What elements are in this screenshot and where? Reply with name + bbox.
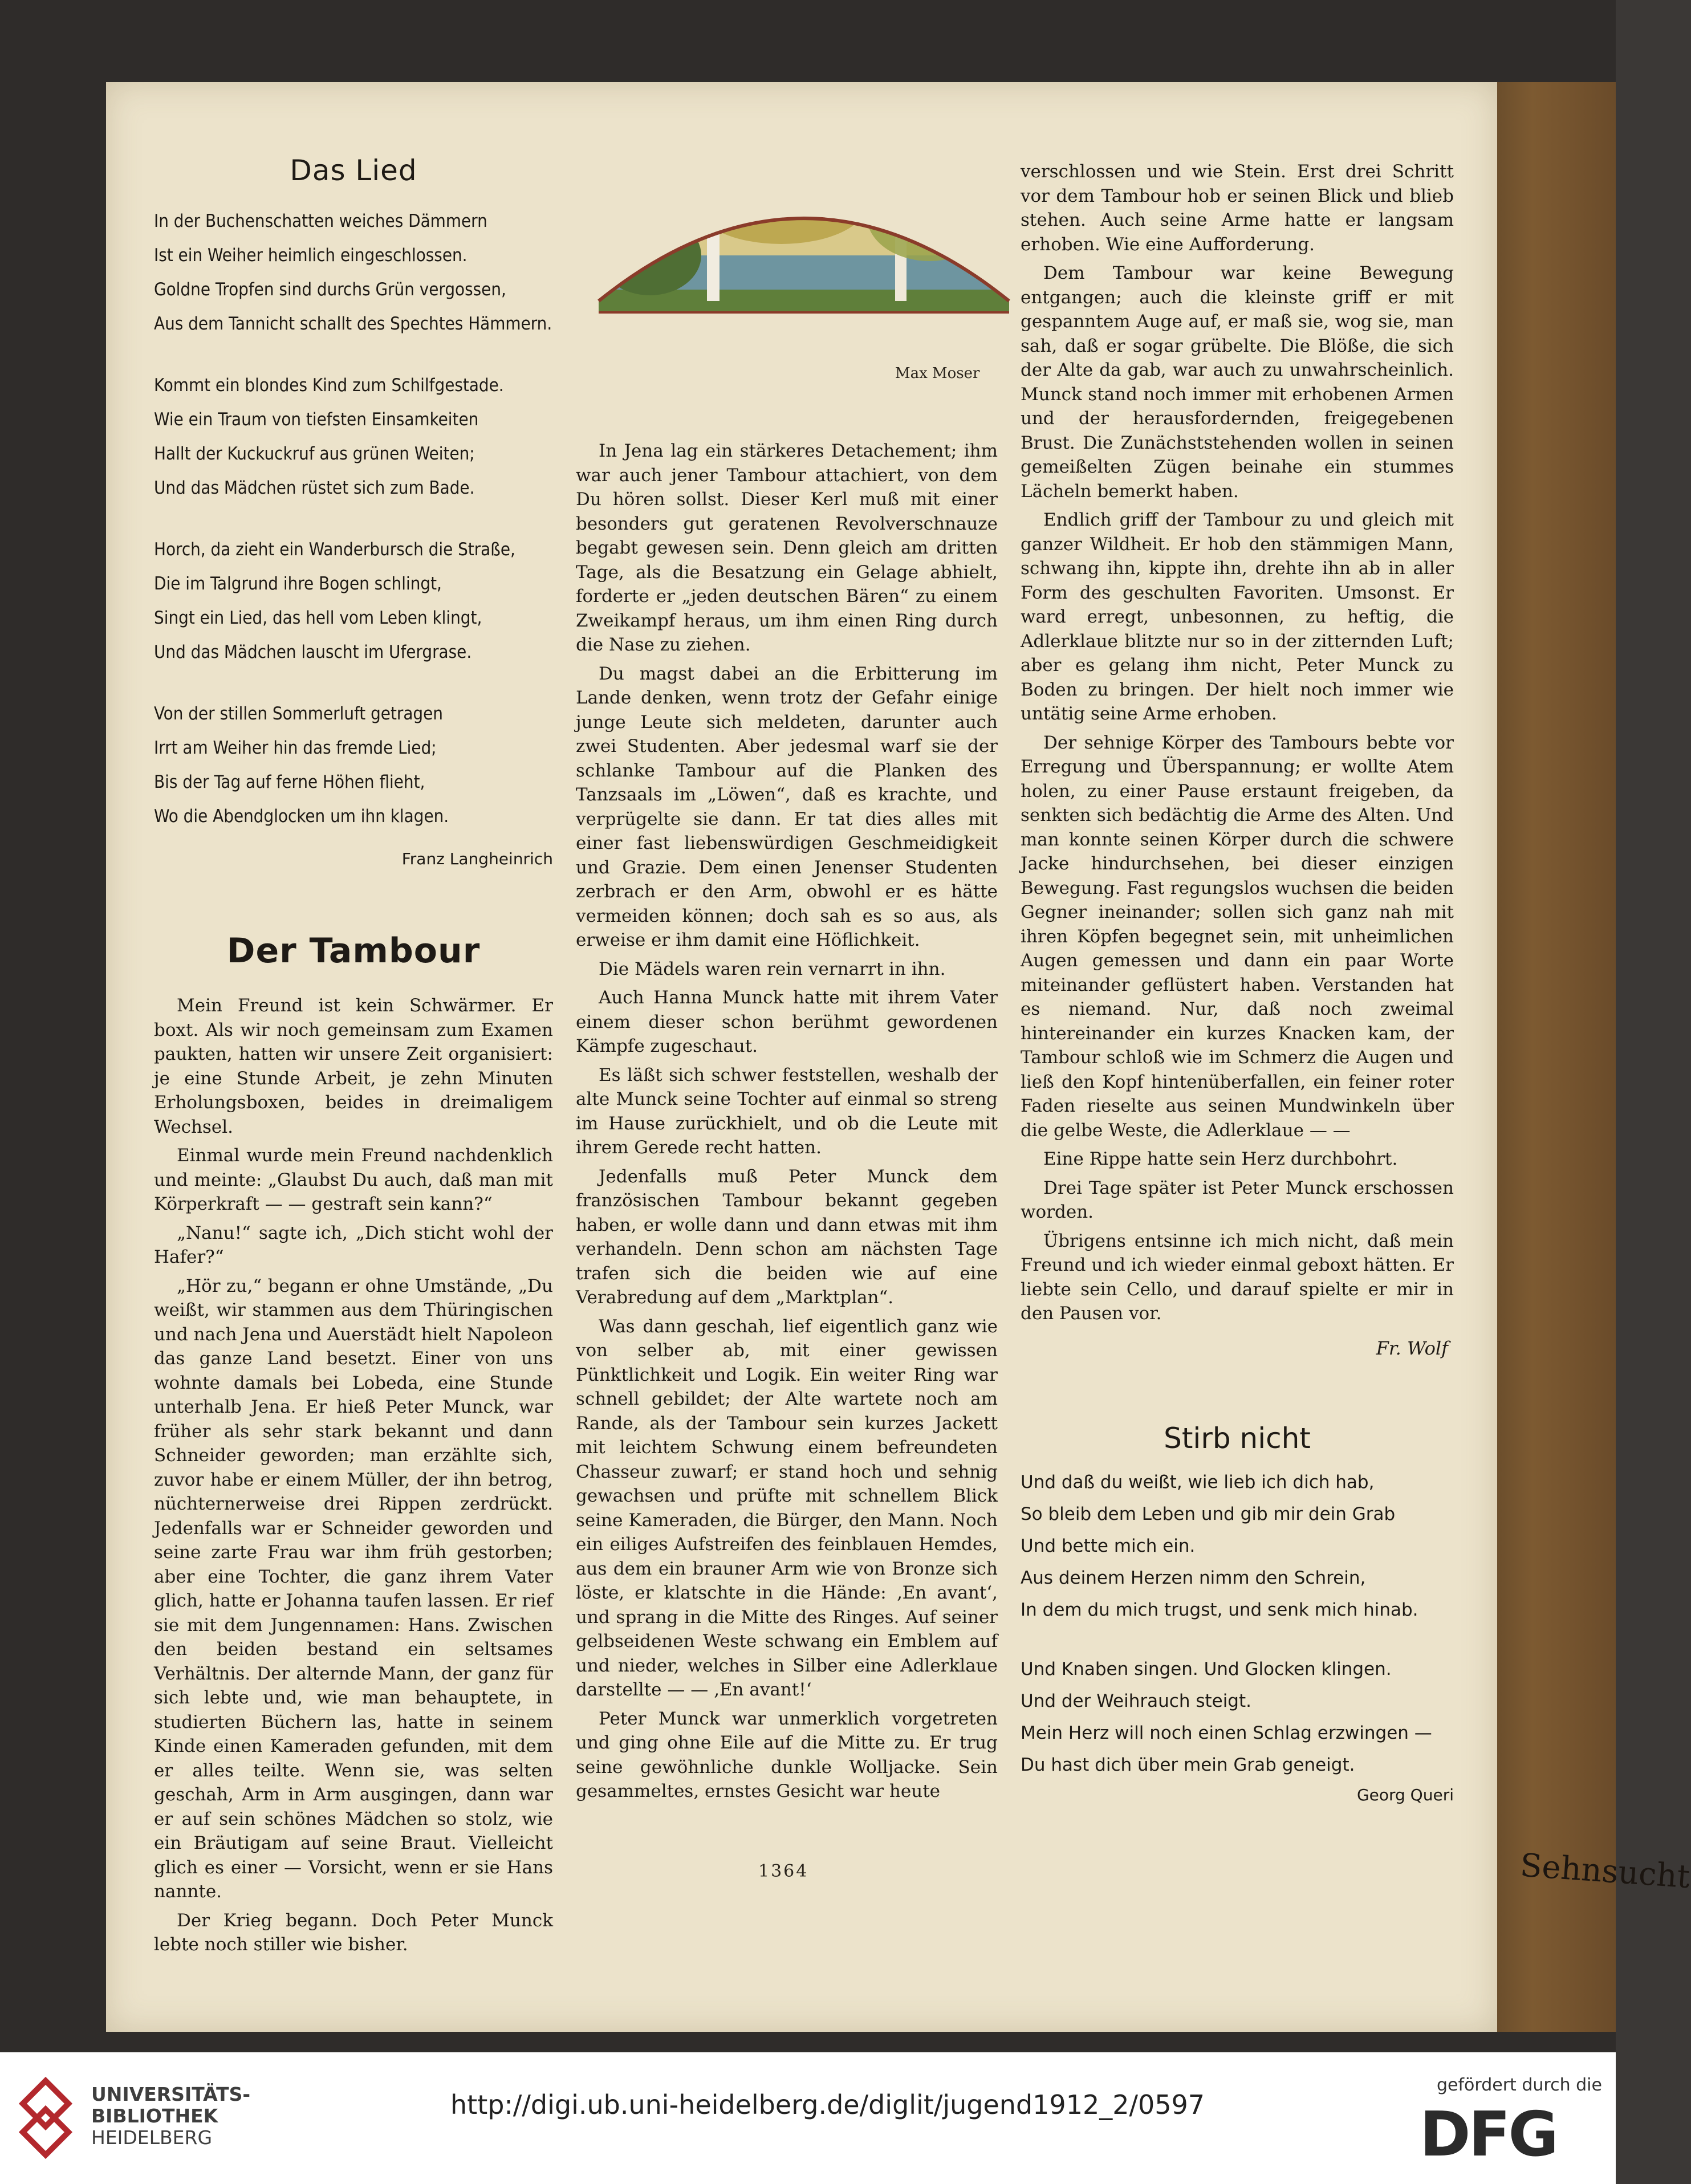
- poem-line: Du hast dich über mein Grab geneigt.: [1021, 1754, 1355, 1775]
- poem-body: [154, 204, 553, 833]
- column-middle: [576, 439, 998, 1808]
- paragraph: Dem Tambour war keine Bewegung entgangen; auch die kleinste griff er mit gespanntem Auge auf, er maß sie, wog sie, man sah, daß er sogar grübelte. Die Blöße, die sich der Alte da gab, war auch zu unwahrscheinlich. Munck stand noch immer mit erhobenen Armen und der herausfordernden, freigegebenen Brust. Die Zunächststehenden wollen in seinen gemeißelten Zügen beinahe ein stummes Lächeln bemerkt haben.: [1021, 263, 1454, 502]
- poem-line: In der Buchenschatten weiches Dämmern: [154, 211, 487, 231]
- story-author: Fr. Wolf: [1376, 1337, 1448, 1359]
- paragraph: Übrigens entsinne ich mich nicht, daß mein Freund und ich wieder einmal geboxt hätten. Er liebte sein Cello, und darauf spielte er mir in den Pausen vor.: [1021, 1230, 1454, 1324]
- library-name[interactable]: [91, 2084, 250, 2149]
- poem-author: Georg Queri: [1356, 1785, 1454, 1804]
- facing-page-edge: [1497, 82, 1616, 2032]
- paragraph: Auch Hanna Munck hatte mit ihrem Vater einem dieser schon berühmt gewordenen Kämpfe zugeschaut.: [576, 987, 998, 1056]
- library-name-line: HEIDELBERG: [91, 2126, 213, 2149]
- library-name-line: BIBLIOTHEK: [91, 2105, 218, 2127]
- poem-line: Wie ein Traum von tiefsten Einsamkeiten: [154, 409, 479, 430]
- poem-line: Horch, da zieht ein Wanderbursch die Straße,: [154, 539, 515, 560]
- illustration-caption: Max Moser: [895, 365, 980, 382]
- stanza: [154, 532, 553, 669]
- poem-line: Hallt der Kuckuckruf aus grünen Weiten;: [154, 444, 475, 464]
- permalink-url[interactable]: http://digi.ub.uni-heidelberg.de/diglit/jugend1912_2/0597: [450, 2089, 1205, 2120]
- landscape-illustration: [587, 170, 1021, 358]
- stanza: [154, 204, 553, 341]
- poem-line: Und bette mich ein.: [1021, 1535, 1196, 1556]
- poem-line: Goldne Tropfen sind durchs Grün vergossen,: [154, 279, 506, 300]
- poem-line: Und das Mädchen rüstet sich zum Bade.: [154, 478, 475, 498]
- library-name-line: UNIVERSITÄTS-: [91, 2083, 251, 2105]
- tree-cluster: [599, 215, 701, 295]
- paragraph: Endlich griff der Tambour zu und gleich mit ganzer Wildheit. Er hob den stämmigen Mann, schwang ihn, kippte ihn, drehte ihn ab in aller Form des geschulten Favoriten. Umsonst. Er ward erregt, unbesonnen, zu heftig, die Adlerklaue blitzte nur so in der zitternden Luft; aber es gelang ihm nicht, Peter Munck zu Boden zu bringen. Der hielt noch immer wie untätig seine Arme erhoben.: [1021, 510, 1454, 724]
- poem-title: Das Lied: [290, 154, 417, 187]
- dfg-logo[interactable]: DFG: [1420, 2099, 1557, 2170]
- paragraph: Der sehnige Körper des Tambours bebte vor Erregung und Überspannung; er wollte Atem holen, zu einer Pause erstaunt freigeben, da senkten sich bedächtig die Arme des Alten. Und man konnte seinen Körper durch die schwere Jacke hindurchsehen, bei dieser einzigen Bewegung. Fast regungslos wuchsen die beiden Gegner ineinander; sollen sich ganz nah mit ihren Köpfen begegnet sein, mit unheimlichen Augen gemessen und dann ein paar Worte miteinander geflüstert haben. Verstanden hat es niemand. Nur, daß noch zweimal hintereinander ein kurzes Knacken kam, der Tambour schloß wie im Schmerz die Augen und ließ den Kopf hintenüberfallen, ein feiner roter Faden rieselte aus seinen Mundwinkeln über die gelbe Weste, die Adlerklaue — —: [1021, 732, 1454, 1141]
- poem-line: In dem du mich trugst, und senk mich hinab.: [1021, 1599, 1418, 1620]
- paragraph: Eine Rippe hatte sein Herz durchbohrt.: [1043, 1149, 1398, 1169]
- story-title: Der Tambour: [226, 931, 481, 971]
- page-number: 1364: [758, 1861, 809, 1881]
- column-right: [1021, 160, 1454, 1804]
- university-library-logo-icon[interactable]: [17, 2075, 74, 2161]
- stanza: [154, 368, 553, 505]
- poem-line: Und der Weihrauch steigt.: [1021, 1690, 1251, 1711]
- stanza: [1021, 1653, 1454, 1781]
- paragraph: Die Mädels waren rein vernarrt in ihn.: [599, 958, 946, 979]
- poem-line: Von der stillen Sommerluft getragen: [154, 703, 443, 724]
- column-left: [154, 137, 553, 1962]
- poem-line: Aus deinem Herzen nimm den Schrein,: [1021, 1567, 1366, 1588]
- poem-line: Aus dem Tannicht schallt des Spechtes Hämmern.: [154, 314, 552, 334]
- paragraph: „Nanu!“ sagte ich, „Dich sticht wohl der Hafer?“: [154, 1222, 553, 1267]
- paragraph: Jedenfalls muß Peter Munck dem französischen Tambour bekannt gegeben haben, er wolle dann und dann etwas mit ihm verhandeln. Denn schon am nächsten Tage trafen sich die beiden wie auf eine Verabredung auf dem „Marktplan“.: [576, 1166, 998, 1308]
- poem-line: Wo die Abendglocken um ihn klagen.: [154, 806, 449, 827]
- poem-line: Mein Herz will noch einen Schlag erzwingen —: [1021, 1722, 1432, 1743]
- poem-author: Franz Langheinrich: [401, 849, 553, 868]
- paragraph: Was dann geschah, lief eigentlich ganz wie von selber ab, mit einer gewissen Pünktlichkeit und Logik. Ein weiter Ring war schnell gebildet; der Alte wartete noch am Rande, als der Tambour sein kurzes Jackett mit leichtem Schwung einem befreundeten Chasseur zuwarf; er stand hoch und sehnig gewachsen und prüfte mit schnellem Blick seine Kameraden, die Bürger, den Mann. Noch ein eiliges Aufstreifen des feinblauen Hemdes, aus dem ein brauner Arm wie von Bronze sich löste, er klatschte in die Hände: ‚En avant‘, und sprang in die Mitte des Ringes. Auf seiner gelbseidenen Weste schwang ein Emblem auf und nieder, welches in Silber eine Adlerklaue darstellte — — ‚En avant!‘: [576, 1316, 998, 1700]
- poem-line: Ist ein Weiher heimlich eingeschlossen.: [154, 245, 468, 266]
- stanza: [154, 697, 553, 833]
- paragraph: Es läßt sich schwer feststellen, weshalb der alte Munck seine Tochter auf einmal so streng im Hause zurückhielt, und ob die Leute mit ihrem Gerede recht hatten.: [576, 1064, 998, 1158]
- poem-line: Kommt ein blondes Kind zum Schilfgestade.: [154, 375, 504, 396]
- paragraph: Peter Munck war unmerklich vorgetreten und ging ohne Eile auf die Mitte zu. Er trug seine gewöhnliche dunkle Wolljacke. Sein gesammeltes, ernstes Gesicht war heute: [576, 1708, 998, 1801]
- poem-line: Und daß du weißt, wie lieb ich dich hab,: [1021, 1471, 1375, 1492]
- poem-line: Singt ein Lied, das hell vom Leben klingt,: [154, 608, 482, 628]
- paragraph: Du magst dabei an die Erbitterung im Lande denken, wenn trotz der Gefahr einige junge Leute sich meldeten, darunter auch zwei Studenten. Aber jedesmal warf sie der schlanke Tambour auf die Planken des Tanzsaals im „Löwen“, daß es krachte, und verprügelte sie dann. Er tat dies alles mit einer fast liebenswürdigen Geschmeidigkeit und Grazie. Dem einen Jenenser Studenten zerbrach er den Arm, obwohl er es hätte vermeiden können; doch sah es so aus, als erweise er ihm damit eine Höflichkeit.: [576, 663, 998, 950]
- paragraph: Mein Freund ist kein Schwärmer. Er boxt. Als wir noch gemeinsam zum Examen paukten, hatten wir unsere Zeit organisiert: je eine Stunde Arbeit, je zehn Minuten Erholungsboxen, beides in dreimaligem Wechsel.: [154, 995, 553, 1137]
- paragraph: Drei Tage später ist Peter Munck erschossen worden.: [1021, 1177, 1454, 1222]
- poem-line: Und Knaben singen. Und Glocken klingen.: [1021, 1658, 1392, 1679]
- paragraph: „Hör zu,“ begann er ohne Umstände, „Du weißt, wir stammen aus dem Thüringischen und nach Jena und Auerstädt hielt Napoleon das ganze Land besetzt. Einer von uns wohnte damals bei Lobeda, eine Stunde unterhalb Jena. Er hieß Peter Munck, war früher als sehr stark bekannt und dann Schneider geworden; man erzählte sich, zuvor habe er einem Müller, der ihn betrog, nüchternerweise drei Rippen zerdrückt. Jedenfalls war er Schneider geworden und seine zarte Frau war ihm früh gestorben; aber eine Tochter, die ganz ihrem Vater glich, hatte er Johanna taufen lassen. Er rief sie mit dem Jungennamen: Hans. Zwischen den beiden bestand ein seltsames Verhältnis. Der alternde Mann, der ganz für sich lebte und, wie man behauptete, in studierten Büchern las, hatte in seinem Kinde einen Kameraden gefunden, mit dem er alles teilte. Wenn sie, was selten geschah, Arm in Arm ausgingen, dann war er auf sein schönes Mädchen so stolz, wie ein Bräutigam auf seine Braut. Vielleicht glich es einer — Vorsicht, wenn er sie Hans nannte.: [154, 1275, 553, 1902]
- poem-line: Bis der Tag auf ferne Höhen flieht,: [154, 772, 425, 792]
- paragraph: In Jena lag ein stärkeres Detachement; ihm war auch jener Tambour attachiert, von dem Du hören sollst. Dieser Kerl muß mit einer besonders gut geratenen Revolverschnauze begabt gewesen sein. Denn gleich am dritten Tage, als die Besatzung ein Gelage abhielt, forderte er „jeden deutschen Bären“ zu einem Zweikampf heraus, um ihm einen Ring durch die Nase zu ziehen.: [576, 441, 998, 655]
- poem-line: So bleib dem Leben und gib mir dein Grab: [1021, 1503, 1396, 1524]
- funding-label: gefördert durch die: [1437, 2075, 1602, 2095]
- poem-line: Die im Talgrund ihre Bogen schlingt,: [154, 574, 442, 594]
- facing-page-caption: Sehnsucht: [1519, 1847, 1691, 1896]
- poem-line: Irrt am Weiher hin das fremde Lied;: [154, 738, 437, 758]
- paragraph: verschlossen und wie Stein. Erst drei Schritt vor dem Tambour hob er seinen Blick und blieb stehen. Auch seine Arme hatte er langsam erhoben. Wie eine Aufforderung.: [1021, 161, 1454, 255]
- paragraph: Der Krieg begann. Doch Peter Munck lebte noch stiller wie bisher.: [154, 1910, 553, 1955]
- stanza: [1021, 1466, 1454, 1626]
- paragraph: Einmal wurde mein Freund nachdenklich und meinte: „Glaubst Du auch, daß man mit Körperkraft — — gestraft sein kann?“: [154, 1145, 553, 1214]
- birch-trunk: [707, 187, 720, 301]
- poem-line: Und das Mädchen lauscht im Ufergrase.: [154, 642, 472, 662]
- poem-title: Stirb nicht: [1164, 1421, 1311, 1455]
